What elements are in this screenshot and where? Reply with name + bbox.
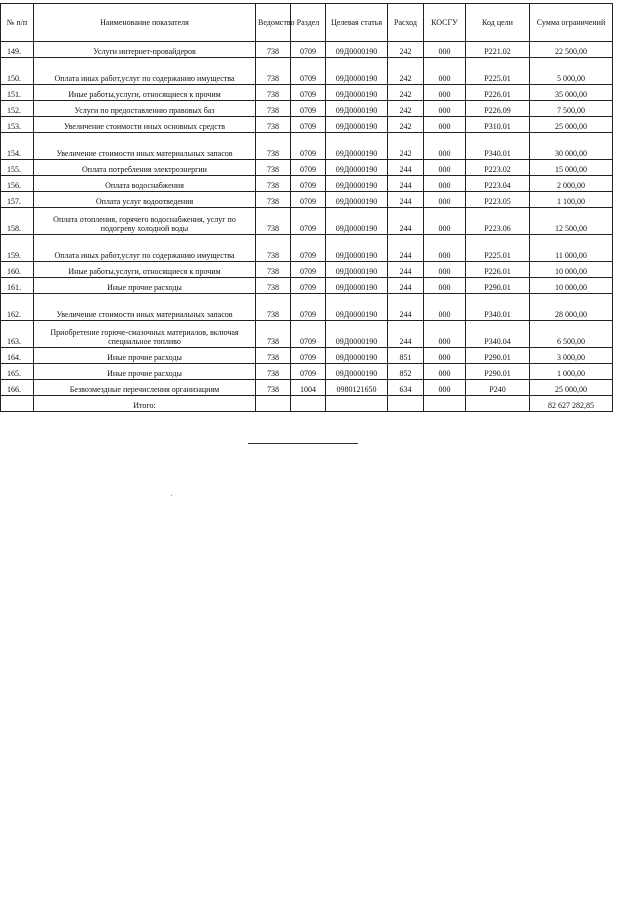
table-row: [1, 117, 613, 133]
cell-section: 0709: [291, 235, 326, 262]
cell-num: 157.: [1, 192, 34, 208]
cell-expense: 242: [388, 58, 424, 85]
cell-expense: 244: [388, 278, 424, 294]
table-row: [1, 133, 613, 160]
cell-kosgu: 000: [424, 133, 466, 160]
total-label: Итого:: [34, 396, 256, 412]
cell-sum: 7 500,00: [530, 101, 613, 117]
cell-section: 0709: [291, 321, 326, 348]
table-row: [1, 192, 613, 208]
cell-expense: 244: [388, 176, 424, 192]
cell-kosgu: 000: [424, 278, 466, 294]
cell-sum: 6 500,00: [530, 321, 613, 348]
cell-sum: 22 500,00: [530, 42, 613, 58]
table-row: [1, 101, 613, 117]
cell-expense: 851: [388, 348, 424, 364]
cell-kosgu: 000: [424, 192, 466, 208]
cell-sum: 10 000,00: [530, 262, 613, 278]
cell-sum: 28 000,00: [530, 294, 613, 321]
signature-line: [248, 443, 358, 444]
cell-expense: 242: [388, 101, 424, 117]
cell-section: 0709: [291, 208, 326, 235]
cell-name: Услуги интернет-провайдеров: [34, 42, 256, 58]
table-row: [1, 348, 613, 364]
cell-goal: P340.01: [466, 294, 530, 321]
cell-num: 159.: [1, 235, 34, 262]
cell-target: 0980121650: [326, 380, 388, 396]
header-dept: Ведомство: [256, 4, 291, 42]
header-section: Раздел: [291, 4, 326, 42]
cell-num: 165.: [1, 364, 34, 380]
cell-section: 0709: [291, 58, 326, 85]
cell-num: 153.: [1, 117, 34, 133]
cell-num: 166.: [1, 380, 34, 396]
cell-target: 09Д0000190: [326, 176, 388, 192]
cell-dept: 738: [256, 176, 291, 192]
cell-section: 0709: [291, 192, 326, 208]
cell-sum: 35 000,00: [530, 85, 613, 101]
cell-name: Оплата иных работ,услуг по содержанию имущества: [34, 58, 256, 85]
cell-dept: 738: [256, 235, 291, 262]
cell-dept: 738: [256, 133, 291, 160]
cell-goal: P240: [466, 380, 530, 396]
cell-goal: P340.04: [466, 321, 530, 348]
cell-goal: P226.01: [466, 85, 530, 101]
cell-target: 09Д0000190: [326, 364, 388, 380]
cell-num: 163.: [1, 321, 34, 348]
cell-target: 09Д0000190: [326, 278, 388, 294]
cell-num: 164.: [1, 348, 34, 364]
cell-target: 09Д0000190: [326, 101, 388, 117]
table-row: [1, 58, 613, 85]
header-name: Наименование показателя: [34, 4, 256, 42]
cell-num: 152.: [1, 101, 34, 117]
cell-target: 09Д0000190: [326, 321, 388, 348]
cell-kosgu: 000: [424, 160, 466, 176]
cell-kosgu: 000: [424, 262, 466, 278]
cell-expense: 634: [388, 380, 424, 396]
cell-section: 0709: [291, 101, 326, 117]
total-empty-expense: [388, 396, 424, 412]
budget-limits-table: [0, 3, 613, 412]
cell-dept: 738: [256, 294, 291, 321]
table-body: [1, 42, 613, 396]
cell-name: Безвозмездные перечисления организациям: [34, 380, 256, 396]
cell-target: 09Д0000190: [326, 42, 388, 58]
cell-sum: 1 100,00: [530, 192, 613, 208]
cell-sum: 1 000,00: [530, 364, 613, 380]
cell-kosgu: 000: [424, 364, 466, 380]
cell-goal: P310.01: [466, 117, 530, 133]
cell-section: 0709: [291, 364, 326, 380]
cell-goal: P225.01: [466, 58, 530, 85]
table-row: [1, 160, 613, 176]
cell-section: 0709: [291, 160, 326, 176]
cell-name: Иные работы,услуги, относящиеся к прочим: [34, 85, 256, 101]
total-sum: 82 627 282,85: [530, 396, 613, 412]
cell-section: 0709: [291, 262, 326, 278]
cell-num: 156.: [1, 176, 34, 192]
cell-target: 09Д0000190: [326, 133, 388, 160]
table-row: [1, 42, 613, 58]
cell-expense: 244: [388, 208, 424, 235]
cell-num: 155.: [1, 160, 34, 176]
cell-section: 0709: [291, 42, 326, 58]
total-row: [1, 396, 613, 412]
total-empty-section: [291, 396, 326, 412]
cell-dept: 738: [256, 117, 291, 133]
cell-goal: P223.05: [466, 192, 530, 208]
cell-dept: 738: [256, 262, 291, 278]
cell-sum: 30 000,00: [530, 133, 613, 160]
cell-target: 09Д0000190: [326, 192, 388, 208]
cell-expense: 244: [388, 160, 424, 176]
cell-dept: 738: [256, 348, 291, 364]
cell-target: 09Д0000190: [326, 117, 388, 133]
cell-dept: 738: [256, 380, 291, 396]
cell-kosgu: 000: [424, 380, 466, 396]
cell-goal: P223.06: [466, 208, 530, 235]
table-header-row: [1, 4, 613, 42]
header-expense: Расход: [388, 4, 424, 42]
header-num: № п/п: [1, 4, 34, 42]
cell-name: Иные прочие расходы: [34, 348, 256, 364]
cell-target: 09Д0000190: [326, 294, 388, 321]
cell-sum: 25 000,00: [530, 380, 613, 396]
cell-expense: 242: [388, 133, 424, 160]
cell-goal: P340.01: [466, 133, 530, 160]
table-row: [1, 364, 613, 380]
table-row: [1, 176, 613, 192]
cell-expense: 244: [388, 192, 424, 208]
cell-num: 151.: [1, 85, 34, 101]
cell-num: 149.: [1, 42, 34, 58]
cell-num: 160.: [1, 262, 34, 278]
cell-sum: 15 000,00: [530, 160, 613, 176]
table-row: [1, 321, 613, 348]
cell-section: 0709: [291, 176, 326, 192]
cell-target: 09Д0000190: [326, 348, 388, 364]
cell-kosgu: 000: [424, 348, 466, 364]
cell-kosgu: 000: [424, 85, 466, 101]
table-row: [1, 208, 613, 235]
cell-section: 0709: [291, 117, 326, 133]
header-sum: Сумма ограничений: [530, 4, 613, 42]
cell-goal: P290.01: [466, 364, 530, 380]
cell-goal: P226.01: [466, 262, 530, 278]
cell-expense: 244: [388, 321, 424, 348]
cell-kosgu: 000: [424, 101, 466, 117]
cell-name: Увеличение стоимости иных основных средств: [34, 117, 256, 133]
cell-name: Увеличение стоимости иных материальных запасов: [34, 294, 256, 321]
cell-goal: P225.01: [466, 235, 530, 262]
cell-section: 1004: [291, 380, 326, 396]
cell-expense: 242: [388, 42, 424, 58]
cell-sum: 5 000,00: [530, 58, 613, 85]
table-row: [1, 262, 613, 278]
cell-kosgu: 000: [424, 294, 466, 321]
cell-dept: 738: [256, 58, 291, 85]
cell-kosgu: 000: [424, 235, 466, 262]
total-empty-kosgu: [424, 396, 466, 412]
cell-goal: P223.04: [466, 176, 530, 192]
cell-sum: 3 000,00: [530, 348, 613, 364]
cell-name: Иные прочие расходы: [34, 364, 256, 380]
cell-kosgu: 000: [424, 117, 466, 133]
cell-dept: 738: [256, 160, 291, 176]
cell-num: 161.: [1, 278, 34, 294]
table-row: [1, 380, 613, 396]
cell-kosgu: 000: [424, 58, 466, 85]
cell-name: Оплата услуг водоотведения: [34, 192, 256, 208]
cell-kosgu: 000: [424, 42, 466, 58]
cell-name: Услуги по предоставлению правовых баз: [34, 101, 256, 117]
cell-name: Иные работы,услуги, относящиеся к прочим: [34, 262, 256, 278]
cell-num: 162.: [1, 294, 34, 321]
total-empty-num: [1, 396, 34, 412]
cell-section: 0709: [291, 294, 326, 321]
cell-expense: 244: [388, 294, 424, 321]
cell-dept: 738: [256, 364, 291, 380]
cell-dept: 738: [256, 42, 291, 58]
cell-name: Оплата потребления электроэнергии: [34, 160, 256, 176]
cell-sum: 2 000,00: [530, 176, 613, 192]
header-goal: Код цели: [466, 4, 530, 42]
cell-section: 0709: [291, 85, 326, 101]
cell-goal: P290.01: [466, 278, 530, 294]
cell-target: 09Д0000190: [326, 160, 388, 176]
cell-kosgu: 000: [424, 208, 466, 235]
cell-expense: 242: [388, 117, 424, 133]
cell-kosgu: 000: [424, 321, 466, 348]
cell-name: Оплата водоснабжения: [34, 176, 256, 192]
cell-sum: 12 500,00: [530, 208, 613, 235]
header-kosgu: КОСГУ: [424, 4, 466, 42]
cell-dept: 738: [256, 101, 291, 117]
cell-name: Оплата иных работ,услуг по содержанию имущества: [34, 235, 256, 262]
cell-dept: 738: [256, 85, 291, 101]
cell-name: Приобретение горюче-смазочных материалов, включая специальное топливо: [34, 321, 256, 348]
cell-dept: 738: [256, 192, 291, 208]
cell-name: Оплата отопления, горячего водоснабжения, услуг по подогреву холодной воды: [34, 208, 256, 235]
header-target: Целевая статья: [326, 4, 388, 42]
cell-expense: 852: [388, 364, 424, 380]
scan-speck: [171, 495, 172, 496]
cell-kosgu: 000: [424, 176, 466, 192]
cell-target: 09Д0000190: [326, 85, 388, 101]
cell-section: 0709: [291, 278, 326, 294]
cell-goal: P226.09: [466, 101, 530, 117]
cell-sum: 25 000,00: [530, 117, 613, 133]
cell-num: 150.: [1, 58, 34, 85]
cell-sum: 10 000,00: [530, 278, 613, 294]
cell-num: 158.: [1, 208, 34, 235]
cell-name: Увеличение стоимости иных материальных запасов: [34, 133, 256, 160]
cell-num: 154.: [1, 133, 34, 160]
cell-expense: 242: [388, 85, 424, 101]
cell-target: 09Д0000190: [326, 208, 388, 235]
total-empty-goal: [466, 396, 530, 412]
cell-goal: P290.01: [466, 348, 530, 364]
cell-target: 09Д0000190: [326, 262, 388, 278]
cell-goal: P221.02: [466, 42, 530, 58]
cell-expense: 244: [388, 262, 424, 278]
total-empty-dept: [256, 396, 291, 412]
cell-dept: 738: [256, 278, 291, 294]
table-row: [1, 235, 613, 262]
cell-dept: 738: [256, 321, 291, 348]
cell-name: Иные прочие расходы: [34, 278, 256, 294]
table-row: [1, 294, 613, 321]
cell-target: 09Д0000190: [326, 58, 388, 85]
total-empty-target: [326, 396, 388, 412]
table-row: [1, 278, 613, 294]
cell-target: 09Д0000190: [326, 235, 388, 262]
cell-sum: 11 000,00: [530, 235, 613, 262]
cell-expense: 244: [388, 235, 424, 262]
cell-goal: P223.02: [466, 160, 530, 176]
cell-section: 0709: [291, 133, 326, 160]
cell-dept: 738: [256, 208, 291, 235]
table-row: [1, 85, 613, 101]
cell-section: 0709: [291, 348, 326, 364]
